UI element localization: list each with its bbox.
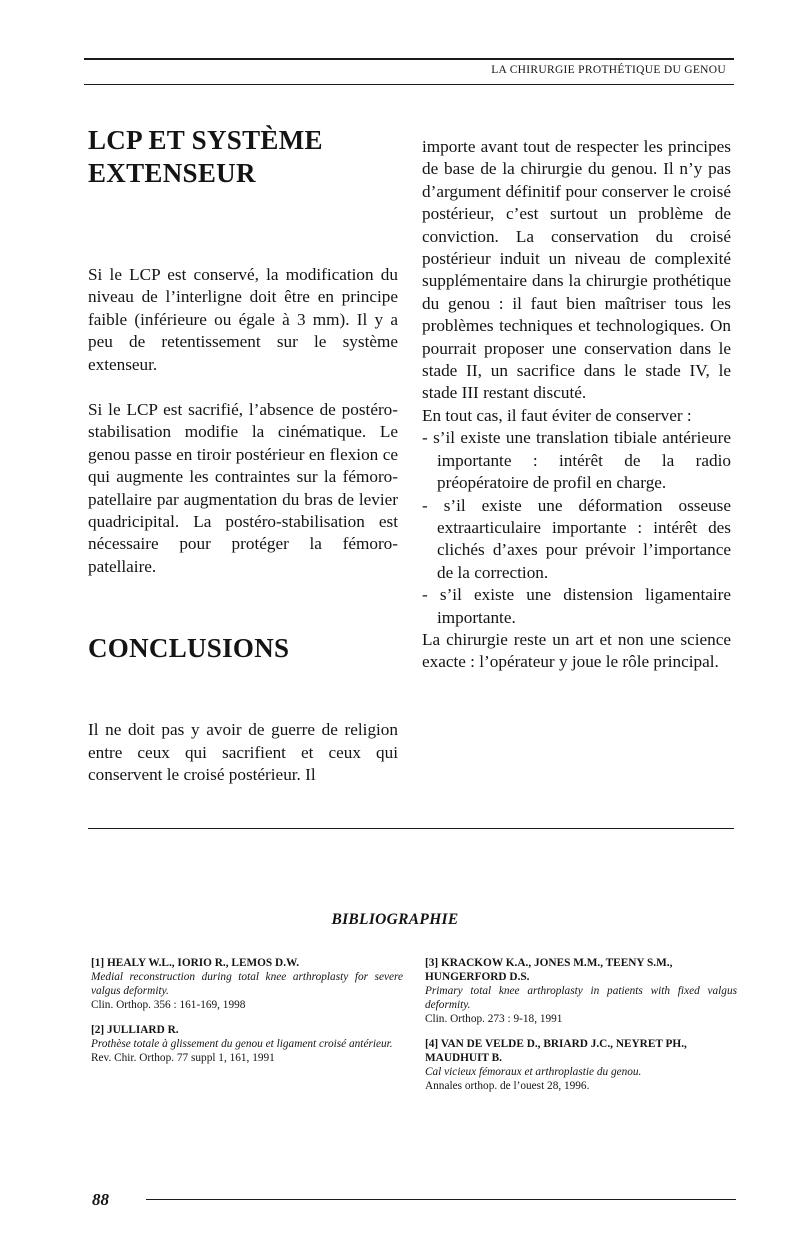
list-item: - s’il existe une distension ligamentaire importante.: [422, 585, 731, 627]
reference-source: Annales orthop. de l’ouest 28, 1996.: [425, 1080, 590, 1092]
footer-rule: [146, 1199, 736, 1200]
lcp-paragraph-sacrificed: Si le LCP est sacrifié, l’absence de postéro-stabilisation modifie la cinématique. Le genou passe en tiroir postérieur en flexion ce qui augmente les contraintes sur la fémoro-patellaire par augmentation du bras de levier quadricipital. La postéro-stabilisation est nécessaire pour protéger la fémoro-patellaire.: [88, 400, 398, 576]
header-bottom-rule: [84, 84, 734, 85]
reference-authors: [4] VAN DE VELDE D., BRIARD J.C., NEYRET PH., MAUDHUIT B.: [425, 1038, 687, 1064]
reference-source: Clin. Orthop. 273 : 9-18, 1991: [425, 1013, 563, 1025]
section-title-lcp: [88, 124, 398, 190]
list-item: - s’il existe une translation tibiale antérieure importante : intérêt de la radio préopératoire de profil en charge.: [422, 428, 731, 493]
section-title-conclusions: CONCLUSIONS: [88, 633, 290, 664]
reference-item: [425, 956, 737, 1026]
conclusions-paragraph-continued: importe avant tout de respecter les principes de base de la chirurgie du genou. Il n’y pas d’argument définitif pour conserver le croisé postérieur, c’est surtout un problème de conviction. La conservation du croisé postérieur induit un niveau de complexité supplémentaire dans la chirurgie prothétique du genou : il faut bien maîtriser tous les problèmes techniques et technologiques. On pourrait proposer une conservation dans le stade II, un sacrifice dans le stade IV, le stade III restant discuté.: [422, 137, 731, 403]
section-divider: [88, 828, 734, 829]
conclusions-paragraph-start: Il ne doit pas y avoir de guerre de religion entre ceux qui sacrifient et ceux qui conservent le croisé postérieur. Il: [88, 720, 398, 785]
reference-authors: [3] KRACKOW K.A., JONES M.M., TEENY S.M., HUNGERFORD D.S.: [425, 957, 673, 983]
reference-source: Clin. Orthop. 356 : 161-169, 1998: [91, 999, 246, 1011]
running-title: LA CHIRURGIE PROTHÉTIQUE DU GENOU: [491, 64, 726, 76]
lcp-paragraph-conserved: Si le LCP est conservé, la modification du niveau de l’interligne doit être en principe faible (inférieure ou égale à 3 mm). Il y a peu de retentissement sur le système extenseur.: [88, 265, 398, 374]
reference-item: [91, 956, 403, 1012]
page-number: 88: [92, 1190, 109, 1209]
conclusions-intro: En tout cas, il faut éviter de conserver :: [422, 405, 692, 425]
reference-item: [91, 1023, 403, 1065]
reference-authors: [2] JULLIARD R.: [91, 1024, 179, 1036]
right-column: [422, 136, 731, 674]
bibliography-right-column: [425, 956, 737, 1104]
reference-title: Medial reconstruction during total knee arthroplasty for severe valgus deformity.: [91, 971, 403, 997]
bibliography-left-column: [91, 956, 403, 1076]
bibliography-title: BIBLIOGRAPHIE: [331, 911, 459, 928]
header-top-rule: [84, 58, 734, 60]
reference-authors: [1] HEALY W.L., IORIO R., LEMOS D.W.: [91, 957, 300, 969]
reference-source: Rev. Chir. Orthop. 77 suppl 1, 161, 1991: [91, 1052, 275, 1064]
reference-title: Prothèse totale à glissement du genou et ligament croisé antérieur.: [91, 1038, 393, 1050]
section-title-line2: EXTENSEUR: [88, 158, 256, 188]
reference-title: Primary total knee arthroplasty in patients with fixed valgus deformity.: [425, 985, 737, 1011]
left-column: [88, 124, 398, 787]
conclusions-bullet-list: [422, 427, 731, 629]
conclusions-closing: La chirurgie reste un art et non une science exacte : l’opérateur y joue le rôle principal.: [422, 629, 731, 672]
reference-title: Cal vicieux fémoraux et arthroplastie du genou.: [425, 1066, 642, 1078]
list-item: - s’il existe une déformation osseuse extraarticulaire importante : intérêt des clichés d’axes pour prévoir l’importance de la correction.: [422, 495, 731, 582]
section-title-line1: LCP ET SYSTÈME: [88, 125, 323, 155]
reference-item: [425, 1037, 737, 1093]
